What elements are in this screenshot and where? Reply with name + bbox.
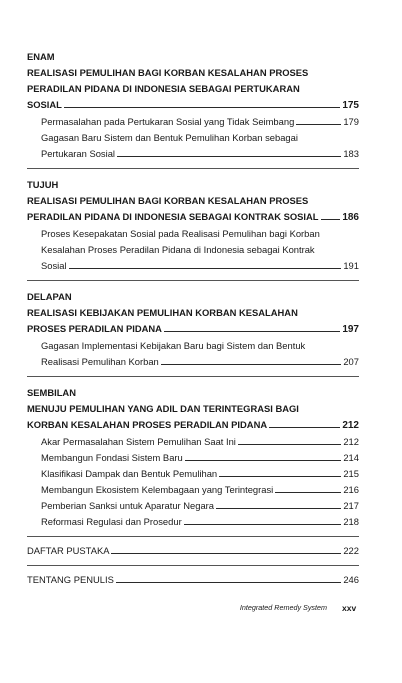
leader-line (321, 219, 341, 220)
entry-page: 179 (343, 116, 359, 127)
leader-line (275, 492, 341, 493)
chapter-label: TUJUH (27, 179, 59, 190)
chapter-title-line: MENUJU PEMULIHAN YANG ADIL DAN TERINTEGRASI BAGI (27, 403, 299, 414)
leader-line (164, 331, 340, 332)
entry-page: 183 (343, 148, 359, 159)
subsection-line: Proses Kesepakatan Sosial pada Realisasi Pemulihan bagi Korban (41, 228, 320, 239)
entry-text: TENTANG PENULIS (27, 574, 114, 585)
entry-page: 212 (342, 420, 359, 431)
subsection-entry[interactable] (27, 466, 359, 482)
entry-text: DAFTAR PUSTAKA (27, 545, 110, 556)
entry-text: Membangun Fondasi Sistem Baru (41, 452, 183, 463)
subsection-line: Kesalahan Proses Peradilan Pidana di Indonesia sebagai Kontrak (41, 244, 315, 255)
section-divider (27, 168, 359, 169)
chapter-block (27, 287, 359, 370)
subsection-entry[interactable] (27, 354, 359, 370)
chapter-label: ENAM (27, 51, 55, 62)
entry-page: 222 (343, 545, 359, 556)
subsection-entry[interactable] (27, 434, 359, 450)
entry-text: Pemberian Sanksi untuk Aparatur Negara (41, 500, 215, 511)
subsection-entry[interactable] (27, 482, 359, 498)
leader-line (116, 582, 342, 583)
subsection-entry[interactable] (27, 514, 359, 530)
entry-page: 175 (342, 100, 359, 111)
page-number: xxv (342, 603, 357, 613)
leader-line (161, 364, 342, 365)
section-divider (27, 280, 359, 281)
entry-text: PERADILAN PIDANA DI INDONESIA SEBAGAI KONTRAK SOSIAL (27, 211, 319, 222)
entry-page: 218 (343, 516, 359, 527)
chapter-title-line: REALISASI KEBIJAKAN PEMULIHAN KORBAN KESALAHAN (27, 307, 298, 318)
back-matter-entry[interactable] (27, 543, 359, 559)
leader-line (296, 124, 341, 125)
entry-text: SOSIAL (27, 99, 62, 110)
chapter-title-line: REALISASI PEMULIHAN BAGI KORBAN KESALAHAN PROSES (27, 67, 309, 78)
leader-line (238, 444, 341, 445)
chapter-block (27, 175, 359, 274)
leader-line (69, 268, 342, 269)
entry-text: Realisasi Pemulihan Korban (41, 356, 159, 367)
table-of-contents (27, 47, 359, 588)
entry-page: 217 (343, 500, 359, 511)
entry-page: 212 (343, 436, 359, 447)
entry-text: KORBAN KESALAHAN PROSES PERADILAN PIDANA (27, 419, 268, 430)
leader-line (216, 508, 341, 509)
chapter-title-line: PERADILAN PIDANA DI INDONESIA SEBAGAI PERTUKARAN (27, 83, 300, 94)
entry-page: 214 (343, 452, 359, 463)
leader-line (185, 460, 342, 461)
chapter-label: DELAPAN (27, 291, 72, 302)
entry-page: 197 (342, 324, 359, 335)
leader-line (269, 427, 340, 428)
entry-text: Permasalahan pada Pertukaran Sosial yang Tidak Seimbang (41, 116, 295, 127)
chapter-entry[interactable] (27, 209, 359, 226)
entry-text: Membangun Ekosistem Kelembagaan yang Terintegrasi (41, 484, 274, 495)
entry-page: 216 (343, 484, 359, 495)
section-divider (27, 536, 359, 537)
running-title: Integrated Remedy System (239, 603, 327, 612)
entry-text: Akar Permasalahan Sistem Pemulihan Saat Ini (41, 436, 236, 447)
leader-line (111, 553, 341, 554)
page-footer (0, 601, 402, 615)
chapter-title-line: REALISASI PEMULIHAN BAGI KORBAN KESALAHAN PROSES (27, 195, 309, 206)
back-matter-entry[interactable] (27, 572, 359, 588)
entry-page: 246 (343, 574, 359, 585)
subsection-entry[interactable] (27, 258, 359, 274)
entry-page: 207 (343, 356, 359, 367)
subsection-line: Gagasan Baru Sistem dan Bentuk Pemulihan Korban sebagai (41, 132, 298, 143)
entry-page: 215 (343, 468, 359, 479)
chapter-block (27, 47, 359, 162)
entry-page: 186 (342, 212, 359, 223)
entry-page: 191 (343, 260, 359, 271)
chapter-entry[interactable] (27, 321, 359, 338)
subsection-entry[interactable] (27, 146, 359, 162)
chapter-block (27, 383, 359, 530)
chapter-label: SEMBILAN (27, 387, 76, 398)
leader-line (117, 156, 341, 157)
entry-text: Sosial (41, 260, 67, 271)
subsection-line: Gagasan Implementasi Kebijakan Baru bagi Sistem dan Bentuk (41, 340, 306, 351)
subsection-entry[interactable] (27, 450, 359, 466)
leader-line (64, 107, 340, 108)
entry-text: Klasifikasi Dampak dan Bentuk Pemulihan (41, 468, 218, 479)
section-divider (27, 565, 359, 566)
entry-text: PROSES PERADILAN PIDANA (27, 323, 162, 334)
section-divider (27, 376, 359, 377)
subsection-entry[interactable] (27, 114, 359, 130)
entry-text: Reformasi Regulasi dan Prosedur (41, 516, 182, 527)
chapter-entry[interactable] (27, 417, 359, 434)
leader-line (219, 476, 341, 477)
subsection-entry[interactable] (27, 498, 359, 514)
chapter-entry[interactable] (27, 97, 359, 114)
leader-line (184, 524, 342, 525)
entry-text: Pertukaran Sosial (41, 148, 115, 159)
